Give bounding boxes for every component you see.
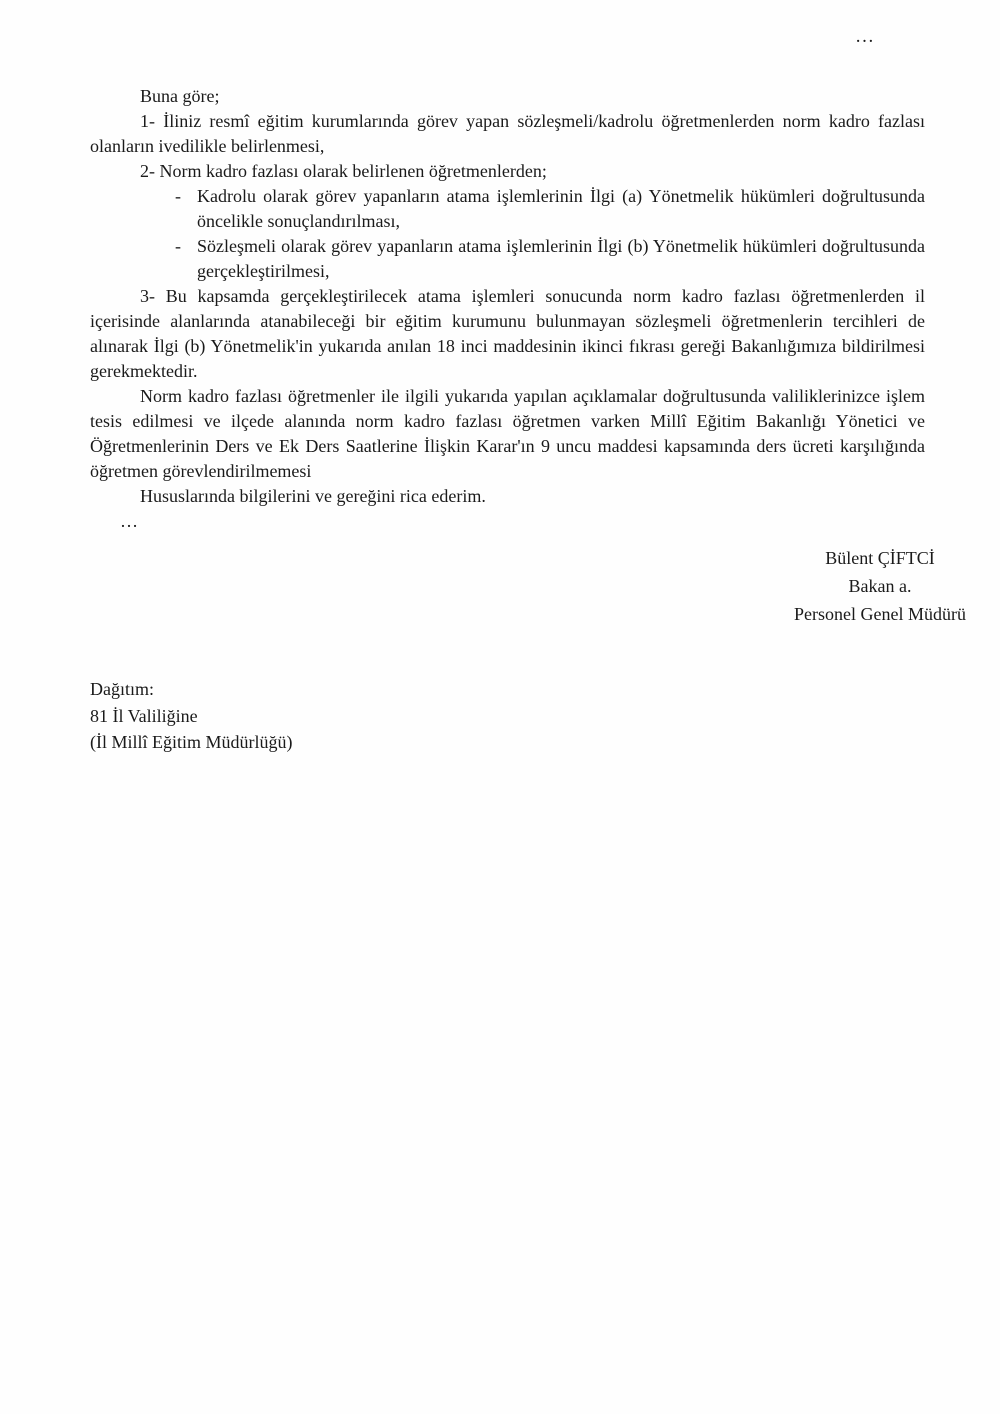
bullet-item-sozlesmeli [175, 234, 925, 284]
signer-on-behalf: Bakan a. [848, 576, 912, 596]
signature-block [690, 544, 1000, 628]
intro-line: Buna göre; [140, 86, 220, 106]
closing-paragraph: Norm kadro fazlası öğretmenler ile ilgili yukarıda yapılan açıklamalar doğrultusunda valiliklerinizce işlem tesis edilmesi ve ilçede alanında norm kadro fazlası öğretmen varken Millî Eğitim Bakanlığı Yönetici ve Öğretmenlerinin Ders ve Ek Ders Saatlerine İlişkin Karar'ın 9 uncu maddesi kapsamında ders ücreti karşılığında öğretmen görevlendirilmemesi [90, 386, 925, 481]
bullet-text: Sözleşmeli olarak görev yapanların atama işlemlerinin İlgi (b) Yönetmelik hükümleri doğrultusunda gerçekleştirilmesi, [197, 236, 925, 281]
numbered-item-2: 2- Norm kadro fazlası olarak belirlenen öğretmenlerden; [140, 161, 547, 181]
signer-title: Personel Genel Müdürü [794, 604, 966, 624]
bullet-text: Kadrolu olarak görev yapanların atama işlemlerinin İlgi (a) Yönetmelik hükümleri doğrultusunda öncelikle sonuçlandırılması, [197, 186, 925, 231]
bullet-item-kadrolu [175, 184, 925, 234]
numbered-item-3: 3- Bu kapsamda gerçekleştirilecek atama işlemleri sonucunda norm kadro fazlası öğretmenlerden il içerisinde alanlarında atanabileceği bir eğitim kurumunu bulunmayan sözleşmeli öğretmenlerin tercihleri de alınarak İlgi (b) Yönetmelik'in yukarıda anılan 18 inci maddesinin ikinci fıkrası gereği Bakanlığımıza bildirilmesi gerekmektedir. [90, 286, 925, 381]
distribution-line: 81 İl Valiliğine [90, 705, 198, 726]
continuation-ellipsis-bottom: … [120, 511, 140, 531]
closing-line: Hususlarında bilgilerini ve gereğini rica ederim. [140, 486, 486, 506]
signer-name: Bülent ÇİFTCİ [825, 548, 935, 568]
numbered-item-1: 1- İliniz resmî eğitim kurumlarında görev yapan sözleşmeli/kadrolu öğretmenlerden norm kadro fazlası olanların ivedilikle belirlenmesi, [90, 111, 925, 156]
bullet-dash: - [175, 236, 181, 256]
bullet-dash: - [175, 186, 181, 206]
distribution-heading: Dağıtım: [90, 679, 154, 699]
distribution-block [90, 676, 925, 756]
distribution-line: (İl Millî Eğitim Müdürlüğü) [90, 732, 293, 752]
continuation-ellipsis-top: … [855, 26, 876, 47]
